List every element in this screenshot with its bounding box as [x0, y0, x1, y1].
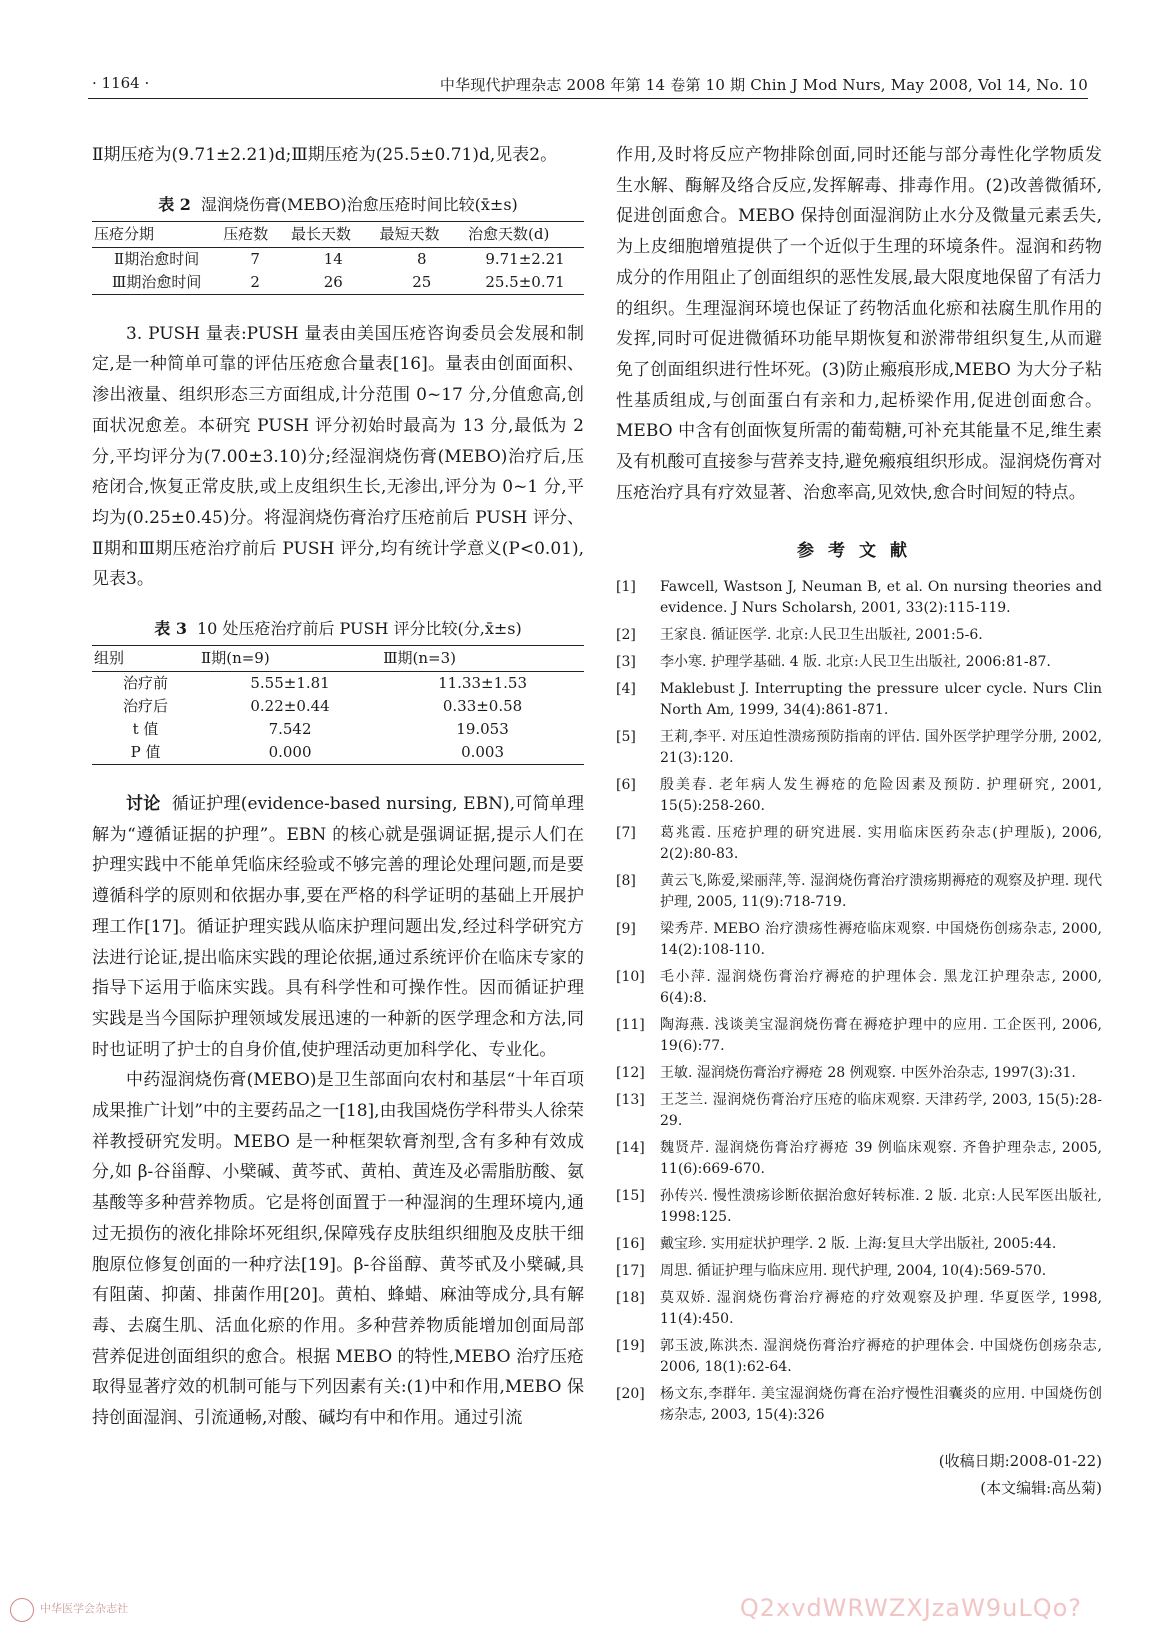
- reference-text: 孙传兴. 慢性溃疡诊断依据治愈好转标准. 2 版. 北京:人民军医出版社, 1998:125.: [660, 1188, 1102, 1226]
- reference-text: 殷美春. 老年病人发生褥疮的危险因素及预防. 护理研究, 2001, 15(5):258-260.: [660, 777, 1102, 815]
- running-header: [88, 72, 1088, 98]
- table-cell: 9.71±2.21: [485, 249, 565, 268]
- reference-item: [616, 1063, 1102, 1084]
- reference-item: [616, 727, 1102, 769]
- reference-text: Maklebust J. Interrupting the pressure ulcer cycle. Nurs Clin North Am, 1999, 34(4):861-871.: [660, 681, 1102, 719]
- table-header-cell: Ⅱ期(n=9): [199, 646, 381, 672]
- reference-item: [616, 1261, 1102, 1282]
- table-cell: 治疗前: [123, 674, 169, 693]
- paragraph-mechanism: 作用,及时将反应产物排除创面,同时还能与部分毒性化学物质发生水解、酶解及络合反应,发挥解毒、排毒作用。(2)改善微循环,促进创面愈合。MEBO 保持创面湿润防止水分及微量元素丢失,为上皮细胞增殖提供了一个近似于生理的环境条件。湿润和药物成分的作用阻止了创面组织的恶性发展,最大限度地保留了有活力的组织。生理湿润环境也保证了药物活血化瘀和祛腐生肌作用的发挥,同时可促进微循环功能早期恢复和淤滞带组织复生,从而避免了创面组织进行性坏死。(3)防止瘢痕形成,MEBO 为大分子粘性基质组成,与创面蛋白有亲和力,起桥梁作用,促进创面愈合。MEBO 中含有创面恢复所需的葡萄糖,可补充其能量不足,维生素及有机酸可直接参与营养支持,避免瘢痕组织形成。湿润烧伤膏对压疮治疗具有疗效显著、治愈率高,见效快,愈合时间短的特点。: [616, 145, 1102, 503]
- reference-number: [6]: [616, 777, 636, 794]
- reference-number: [8]: [616, 873, 636, 890]
- table-row: [92, 672, 584, 696]
- reference-item: [616, 967, 1102, 1009]
- reference-text: 李小寒. 护理学基础. 4 版. 北京:人民卫生出版社, 2006:81-87.: [660, 654, 1051, 671]
- table-cell: 2: [221, 271, 289, 295]
- table-header-row: [92, 221, 584, 247]
- reference-text: 梁秀芹. MEBO 治疗溃疡性褥疮临床观察. 中国烧伤创疡杂志, 2000, 14(2):108-110.: [660, 921, 1102, 959]
- table-header-cell: Ⅲ期(n=3): [381, 646, 584, 672]
- reference-text: 王敏. 湿润烧伤膏治疗褥疮 28 例观察. 中医外治杂志, 1997(3):31.: [660, 1065, 1076, 1082]
- journal-citation: 中华现代护理杂志 2008 年第 14 卷第 10 期 Chin J Mod Nurs, May 2008, Vol 14, No. 10: [439, 76, 1088, 94]
- table-cell: 25: [378, 271, 467, 295]
- table-cell: 治疗后: [123, 697, 169, 716]
- reference-item: [616, 1384, 1102, 1426]
- reference-number: [11]: [616, 1017, 645, 1034]
- paragraph-stage-results: Ⅱ期压疮为(9.71±2.21)d;Ⅲ期压疮为(25.5±0.71)d,见表2。: [92, 145, 558, 165]
- table-header-cell: 组别: [92, 646, 199, 672]
- reference-text: 魏贤芹. 湿润烧伤膏治疗褥疮 39 例临床观察. 齐鲁护理杂志, 2005, 11(6):669-670.: [660, 1140, 1102, 1178]
- table-cell: 8: [416, 249, 427, 268]
- reference-item: [616, 1186, 1102, 1228]
- table-cell: 25.5±0.71: [466, 271, 584, 295]
- table-cell: 0.22±0.44: [250, 697, 330, 716]
- reference-item: [616, 652, 1102, 673]
- reference-item: [616, 823, 1102, 865]
- reference-number: [15]: [616, 1188, 645, 1205]
- table-3-label: 表 3: [154, 619, 187, 639]
- reference-text: 黄云飞,陈爱,梁丽萍,等. 湿润烧伤膏治疗溃疡期褥疮的观察及护理. 现代护理, 2005, 11(9):718-719.: [660, 873, 1102, 911]
- reference-text: 郭玉波,陈洪杰. 湿润烧伤膏治疗褥疮的护理体会. 中国烧伤创疡杂志, 2006, 18(1):62-64.: [660, 1338, 1102, 1376]
- reference-number: [10]: [616, 969, 645, 986]
- watermark: Q2xvdWRWZXJzaW9uLQo?: [739, 1594, 1082, 1622]
- table-header-cell: 最长天数: [289, 221, 378, 247]
- reference-item: [616, 1015, 1102, 1057]
- reference-number: [2]: [616, 627, 636, 644]
- reference-number: [18]: [616, 1290, 645, 1307]
- table-2-label: 表 2: [158, 194, 191, 214]
- reference-number: [20]: [616, 1386, 645, 1403]
- header-rule: [88, 98, 1088, 99]
- table-2-title: 湿润烧伤膏(MEBO)治愈压疮时间比较(x̄±s): [200, 194, 518, 214]
- table-header-cell: 最短天数: [378, 221, 467, 247]
- left-column: [92, 140, 584, 1434]
- right-column: [616, 140, 1102, 1502]
- reference-text: 莫双娇. 湿润烧伤膏治疗褥疮的疗效观察及护理. 华夏医学, 1998, 11(4):450.: [660, 1290, 1102, 1328]
- reference-number: [16]: [616, 1236, 645, 1253]
- reference-item: [616, 679, 1102, 721]
- table-cell: 0.000: [199, 741, 381, 765]
- table-row: [92, 718, 584, 741]
- reference-item: [616, 1234, 1102, 1255]
- table-row: [92, 695, 584, 718]
- table-header-cell: 压疮数: [221, 221, 289, 247]
- publisher-logo-text: 中华医学会杂志社: [40, 1602, 128, 1615]
- discussion-text: 循证护理(evidence-based nursing, EBN),可简单理解为“遵循证据的护理”。EBN 的核心就是强调证据,提示人们在护理实践中不能单凭临床经验或不够完善的理论处理问题,而是要遵循科学的原则和依据办事,要在严格的科学证明的基础上开展护理工作[17]。循证护理实践从临床护理问题出发,经过科学研究方法进行论证,提出临床实践的理论依据,通过系统评价在临床专家的指导下运用于临床实践。具有科学性和可操作性。因而循证护理实践是当今国际护理领域发展迅速的一种新的医学理念和方法,同时也证明了护士的自身价值,使护理活动更加科学化、专业化。: [92, 794, 584, 1060]
- reference-number: [4]: [616, 681, 636, 698]
- reference-text: 王家良. 循证医学. 北京:人民卫生出版社, 2001:5-6.: [660, 627, 983, 644]
- page-footer: [0, 1594, 1168, 1634]
- reference-text: 毛小萍. 湿润烧伤膏治疗褥疮的护理体会. 黑龙江护理杂志, 2000, 6(4):8.: [660, 969, 1102, 1007]
- reference-text: 戴宝珍. 实用症状护理学. 2 版. 上海:复旦大学出版社, 2005:44.: [660, 1236, 1057, 1253]
- reference-number: [9]: [616, 921, 636, 938]
- table-cell: Ⅲ期治愈时间: [92, 271, 221, 295]
- table-2-caption: [92, 191, 584, 219]
- reference-item: [616, 919, 1102, 961]
- reference-number: [5]: [616, 729, 636, 746]
- received-date: (收稿日期:2008-01-22): [938, 1452, 1102, 1471]
- table-cell: 7: [250, 249, 260, 268]
- table-row: [92, 741, 584, 765]
- paragraph-mebo: 中药湿润烧伤膏(MEBO)是卫生部面向农村和基层“十年百项成果推广计划”中的主要药品之一[18],由我国烧伤学科带头人徐荣祥教授研究发明。MEBO 是一种框架软膏剂型,含有多种有效成分,如 β-谷甾醇、小檗碱、黄芩甙、黄柏、黄连及必需脂肪酸、氨基酸等多种营养物质。它是将创面置于一种湿润的生理环境内,通过无损伤的液化排除坏死组织,保障残存皮肤组织细胞及皮肤干细胞原位修复创面的一种疗法[19]。β-谷甾醇、黄芩甙及小檗碱,具有阻菌、抑菌、排菌作用[20]。黄柏、蜂蜡、麻油等成分,具有解毒、去腐生肌、活血化瘀的作用。多种营养物质能增加创面局部营养促进创面组织的愈合。根据 MEBO 的特性,MEBO 治疗压疮取得显著疗效的机制可能与下列因素有关:(1)中和作用,MEBO 保持创面湿润、引流通畅,对酸、碱均有中和作用。通过引流: [92, 1070, 584, 1429]
- table-header-row: [92, 646, 584, 672]
- table-cell: 0.33±0.58: [442, 697, 523, 716]
- reference-number: [7]: [616, 825, 636, 842]
- table-3-caption: [92, 615, 584, 643]
- reference-number: [13]: [616, 1092, 645, 1109]
- table-row: [92, 271, 584, 295]
- paragraph-discussion: [92, 789, 584, 1065]
- discussion-heading: 讨论: [126, 794, 161, 815]
- publisher-seal-icon: [10, 1598, 34, 1622]
- reference-item: [616, 1138, 1102, 1180]
- reference-item: [616, 1090, 1102, 1132]
- reference-item: [616, 1336, 1102, 1378]
- table-3-title: 10 处压疮治疗前后 PUSH 评分比较(分,x̄±s): [197, 619, 522, 639]
- references-heading: 参考文献: [797, 541, 921, 562]
- reference-text: 王芝兰. 湿润烧伤膏治疗压疮的临床观察. 天津药学, 2003, 15(5):28-29.: [660, 1092, 1102, 1130]
- table-cell: 7.542: [268, 720, 312, 739]
- table-row: [92, 247, 584, 271]
- reference-text: 王莉,李平. 对压迫性溃疡预防指南的评估. 国外医学护理学分册, 2002, 21(3):120.: [660, 729, 1102, 767]
- reference-item: [616, 871, 1102, 913]
- reference-text: 葛兆霞. 压疮护理的研究进展. 实用临床医药杂志(护理版), 2006, 2(2):80-83.: [660, 825, 1102, 863]
- table-cell: Ⅱ期治愈时间: [114, 249, 200, 268]
- paragraph-push-scale: 3. PUSH 量表:PUSH 量表由美国压疮咨询委员会发展和制定,是一种简单可靠的评估压疮愈合量表[16]。量表由创面面积、渗出液量、组织形态三方面组成,计分范围 0~17 分,分值愈高,创面状况愈差。本研究 PUSH 评分初始时最高为 13 分,最低为 2 分,平均评分为(7.00±3.10)分;经湿润烧伤膏(MEBO)治疗后,压疮闭合,恢复正常皮肤,或上皮组织生长,无渗出,评分为 0~1 分,平均为(0.25±0.45)分。将湿润烧伤膏治疗压疮前后 PUSH 评分、Ⅱ期和Ⅲ期压疮治疗前后 PUSH 评分,均有统计学意义(P<0.01),见表3。: [92, 323, 584, 590]
- reference-number: [1]: [616, 579, 636, 596]
- reference-list: [616, 577, 1102, 1426]
- table-cell: 5.55±1.81: [250, 674, 330, 693]
- reference-number: [3]: [616, 654, 636, 671]
- reference-number: [14]: [616, 1140, 645, 1157]
- editor-note: (本文编辑:高丛菊): [980, 1479, 1102, 1498]
- reference-number: [19]: [616, 1338, 645, 1355]
- reference-text: Fawcell, Wastson J, Neuman B, et al. On nursing theories and evidence. J Nurs Scholarsh, 2001, 33(2):115-119.: [660, 579, 1102, 617]
- reference-item: [616, 625, 1102, 646]
- table-header-cell: 压疮分期: [92, 221, 221, 247]
- reference-item: [616, 1288, 1102, 1330]
- table-header-cell: 治愈天数(d): [466, 221, 584, 247]
- reference-item: [616, 775, 1102, 817]
- reference-text: 杨文东,李群年. 美宝湿润烧伤膏在治疗慢性泪囊炎的应用. 中国烧伤创疡杂志, 2003, 15(4):326: [660, 1386, 1102, 1424]
- table-cell: 0.003: [381, 741, 584, 765]
- table-cell: P 值: [92, 741, 199, 765]
- table-cell: 19.053: [456, 720, 509, 739]
- table-cell: 26: [289, 271, 378, 295]
- reference-text: 陶海燕. 浅谈美宝湿润烧伤膏在褥疮护理中的应用. 工企医刊, 2006, 19(6):77.: [660, 1017, 1102, 1055]
- reference-number: [12]: [616, 1065, 645, 1082]
- reference-item: [616, 577, 1102, 619]
- table-cell: t 值: [132, 720, 159, 739]
- table-cell: 14: [323, 249, 343, 268]
- page-number: · 1164 ·: [92, 74, 150, 92]
- table-3: [92, 645, 584, 765]
- reference-text: 周思. 循证护理与临床应用. 现代护理, 2004, 10(4):569-570.: [660, 1263, 1047, 1280]
- reference-number: [17]: [616, 1263, 645, 1280]
- table-2: [92, 221, 584, 295]
- table-cell: 11.33±1.53: [438, 674, 527, 693]
